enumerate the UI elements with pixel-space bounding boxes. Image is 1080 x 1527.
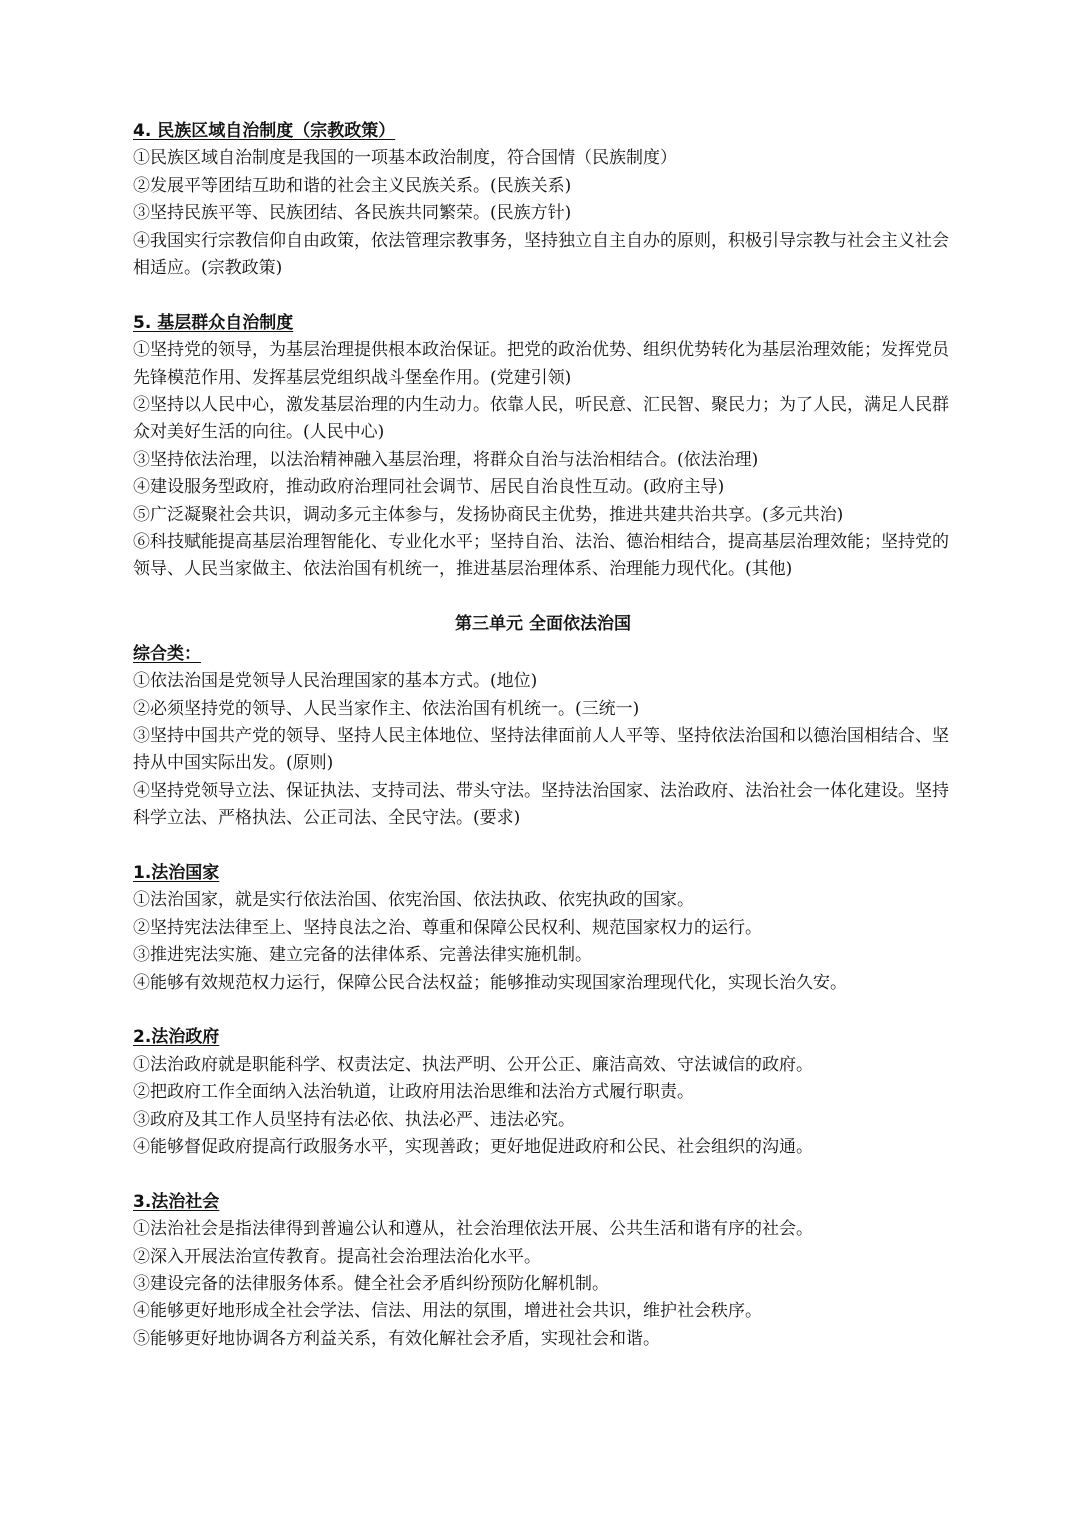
list-item: ②坚持以人民中心，激发基层治理的内生动力。依靠人民，听民意、汇民智、聚民力；为了人民，满足人民群众对美好生活的向往。(人民中心) xyxy=(133,395,949,443)
list-item: ⑥科技赋能提高基层治理智能化、专业化水平；坚持自治、法治、德治相结合，提高基层治理效能；坚持党的领导、人民当家做主、依法治国有机统一，推进基层治理体系、治理能力现代化。(其他) xyxy=(133,532,949,580)
section-rule-of-law-government xyxy=(133,1024,953,1161)
list-item: ③坚持民族平等、民族团结、各民族共同繁荣。(民族方针) xyxy=(133,203,572,224)
section-comprehensive xyxy=(133,641,953,833)
section-heading: 4. 民族区域自治制度（宗教政策） xyxy=(133,121,396,141)
list-item: ①民族区域自治制度是我国的一项基本政治制度，符合国情（民族制度） xyxy=(133,148,677,169)
list-item: ④建设服务型政府，推动政府治理同社会调节、居民自治良性互动。(政府主导) xyxy=(133,477,725,498)
list-item: ①法治国家，就是实行依法治国、依宪治国、依法执政、依宪执政的国家。 xyxy=(133,890,694,911)
list-item: ③坚持依法治理，以法治精神融入基层治理，将群众自治与法治相结合。(依法治理) xyxy=(133,449,759,470)
document-body xyxy=(133,118,953,1381)
section-ethnic-autonomy xyxy=(133,118,953,282)
list-item: ④我国实行宗教信仰自由政策，依法管理宗教事务，坚持独立自主自办的原则，积极引导宗教与社会主义社会相适应。(宗教政策) xyxy=(133,230,949,279)
section-heading: 3.法治社会 xyxy=(133,1191,220,1212)
section-heading: 综合类： xyxy=(133,643,201,664)
list-item: ②必须坚持党的领导、人民当家作主、依法治国有机统一。(三统一) xyxy=(133,698,640,719)
list-item: ②把政府工作全面纳入法治轨道，让政府用法治思维和法治方式履行职责。 xyxy=(133,1082,694,1103)
list-item: ①法治政府就是职能科学、权责法定、执法严明、公开公正、廉洁高效、守法诚信的政府。 xyxy=(133,1054,813,1075)
list-item: ③推进宪法实施、建立完备的法律体系、完善法律实施机制。 xyxy=(133,945,592,966)
section-heading: 1.法治国家 xyxy=(133,862,220,883)
list-item: ⑤能够更好地协调各方利益关系，有效化解社会矛盾，实现社会和谐。 xyxy=(133,1328,660,1349)
section-rule-of-law-society xyxy=(133,1189,953,1353)
list-item: ①法治社会是指法律得到普遍公认和遵从，社会治理依法开展、公共生活和谐有序的社会。 xyxy=(133,1219,813,1240)
list-item: ③建设完备的法律服务体系。健全社会矛盾纠纷预防化解机制。 xyxy=(133,1273,609,1294)
list-item: ①依法治国是党领导人民治理国家的基本方式。(地位) xyxy=(133,671,538,692)
list-item: ②坚持宪法法律至上、坚持良法之治、尊重和保障公民权利、规范国家权力的运行。 xyxy=(133,917,762,938)
list-item: ③坚持中国共产党的领导、坚持人民主体地位、坚持法律面前人人平等、坚持依法治国和以德治国相结合、坚持从中国实际出发。(原则) xyxy=(133,725,949,774)
list-item: ③政府及其工作人员坚持有法必依、执法必严、违法必究。 xyxy=(133,1109,575,1130)
section-grassroots-autonomy xyxy=(133,310,953,584)
list-item: ④能够更好地形成全社会学法、信法、用法的氛围，增进社会共识，维护社会秩序。 xyxy=(133,1301,762,1322)
list-item: ②发展平等团结互助和谐的社会主义民族关系。(民族关系) xyxy=(133,175,572,196)
section-heading: 5. 基层群众自治制度 xyxy=(133,312,294,333)
section-heading: 2.法治政府 xyxy=(133,1027,220,1048)
list-item: ④坚持党领导立法、保证执法、支持司法、带头守法。坚持法治国家、法治政府、法治社会一体化建设。坚持科学立法、严格执法、公正司法、全民守法。(要求) xyxy=(133,780,949,829)
list-item: ④能够有效规范权力运行，保障公民合法权益；能够推动实现国家治理现代化，实现长治久安。 xyxy=(133,972,847,993)
unit-title: 第三单元 全面依法治国 xyxy=(455,614,631,635)
list-item: ①坚持党的领导，为基层治理提供根本政治保证。把党的政治优势、组织优势转化为基层治理效能；发挥党员先锋模范作用、发挥基层党组织战斗堡垒作用。(党建引领) xyxy=(133,340,949,388)
list-item: ⑤广泛凝聚社会共识，调动多元主体参与，发扬协商民主优势，推进共建共治共享。(多元共治) xyxy=(133,504,844,525)
section-rule-of-law-state xyxy=(133,860,953,997)
list-item: ④能够督促政府提高行政服务水平，实现善政；更好地促进政府和公民、社会组织的沟通。 xyxy=(133,1136,813,1157)
list-item: ②深入开展法治宣传教育。提高社会治理法治化水平。 xyxy=(133,1246,541,1267)
